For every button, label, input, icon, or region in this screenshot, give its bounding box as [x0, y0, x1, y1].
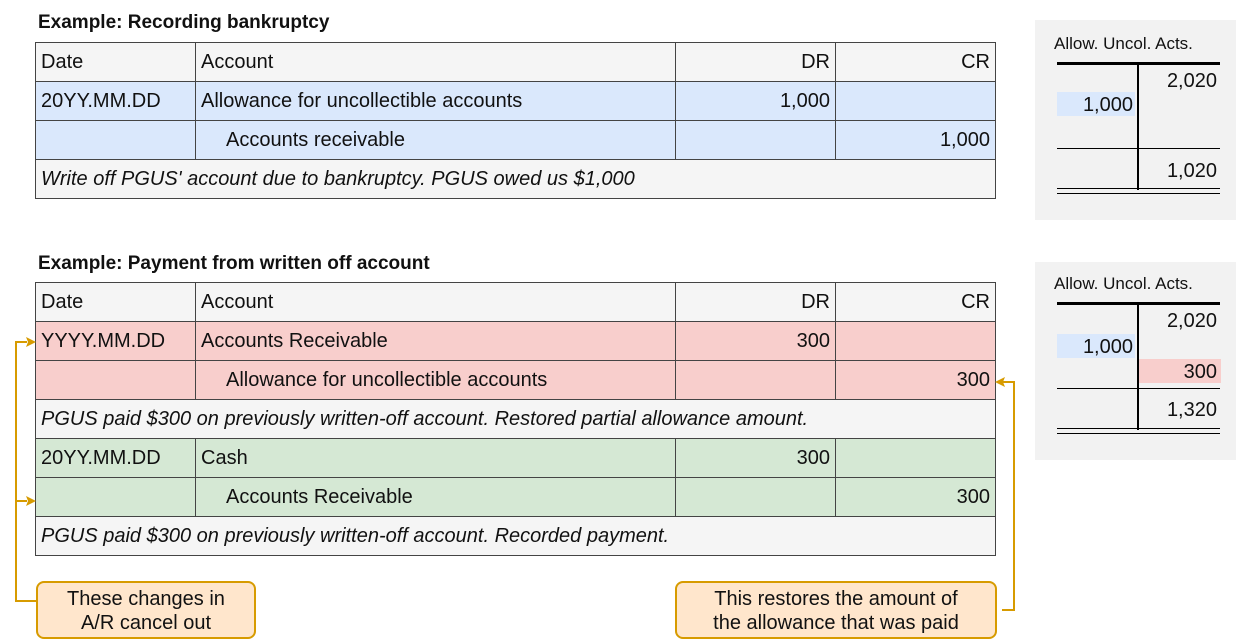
t-account-debit-value: 1,000 [1082, 94, 1133, 116]
t-account-balance-value: 1,020 [1166, 160, 1217, 182]
example2-title: Example: Payment from written off account [38, 253, 430, 274]
entry-note: PGUS paid $300 on previously written-off account. Restored partial allowance amount. [36, 400, 996, 439]
header-account: Account [196, 283, 676, 322]
header-dr: DR [676, 283, 836, 322]
arrowhead-left-bottom [26, 496, 36, 506]
row-account: Accounts receivable [196, 121, 676, 160]
row-date: 20YY.MM.DD [36, 82, 196, 121]
row-account: Accounts Receivable [196, 322, 676, 361]
row-cr: 1,000 [836, 121, 996, 160]
row-account: Cash [196, 439, 676, 478]
entry-note: Write off PGUS' account due to bankruptcy. PGUS owed us $1,000 [36, 160, 996, 199]
t-account-title: Allow. Uncol. Acts. [1054, 34, 1193, 53]
callout-line: This restores the amount of [714, 588, 958, 610]
right-connector-line [1002, 382, 1014, 610]
t-account-restore-value: 300 [1183, 361, 1217, 383]
arrowhead-left-top [26, 337, 36, 347]
t-account-debit-value: 1,000 [1082, 336, 1133, 358]
t-account-credit-value: 2,020 [1166, 70, 1217, 92]
left-connector-line [16, 342, 37, 601]
callout-ar-cancel [36, 581, 256, 639]
callout-line: A/R cancel out [80, 612, 212, 634]
callout-restore-allowance [675, 581, 997, 639]
row-account: Accounts Receivable [196, 478, 676, 517]
t-account-credit-value: 2,020 [1166, 310, 1217, 332]
header-date: Date [36, 43, 196, 82]
entry-note: PGUS paid $300 on previously written-off account. Recorded payment. [36, 517, 996, 556]
row-cr: 300 [836, 478, 996, 517]
header-account: Account [196, 43, 676, 82]
header-cr: CR [836, 43, 996, 82]
t-account-balance-value: 1,320 [1166, 399, 1217, 421]
row-dr: 1,000 [676, 82, 836, 121]
header-cr: CR [836, 283, 996, 322]
row-account: Allowance for uncollectible accounts [196, 82, 676, 121]
header-dr: DR [676, 43, 836, 82]
row-dr: 300 [676, 322, 836, 361]
row-account: Allowance for uncollectible accounts [196, 361, 676, 400]
t-account-title: Allow. Uncol. Acts. [1054, 274, 1193, 293]
row-date: 20YY.MM.DD [36, 439, 196, 478]
callout-line: the allowance that was paid [713, 612, 959, 634]
example1-title: Example: Recording bankruptcy [38, 12, 330, 33]
row-cr: 300 [836, 361, 996, 400]
header-date: Date [36, 283, 196, 322]
callout-line: These changes in [67, 588, 225, 610]
row-dr: 300 [676, 439, 836, 478]
row-date: YYYY.MM.DD [36, 322, 196, 361]
